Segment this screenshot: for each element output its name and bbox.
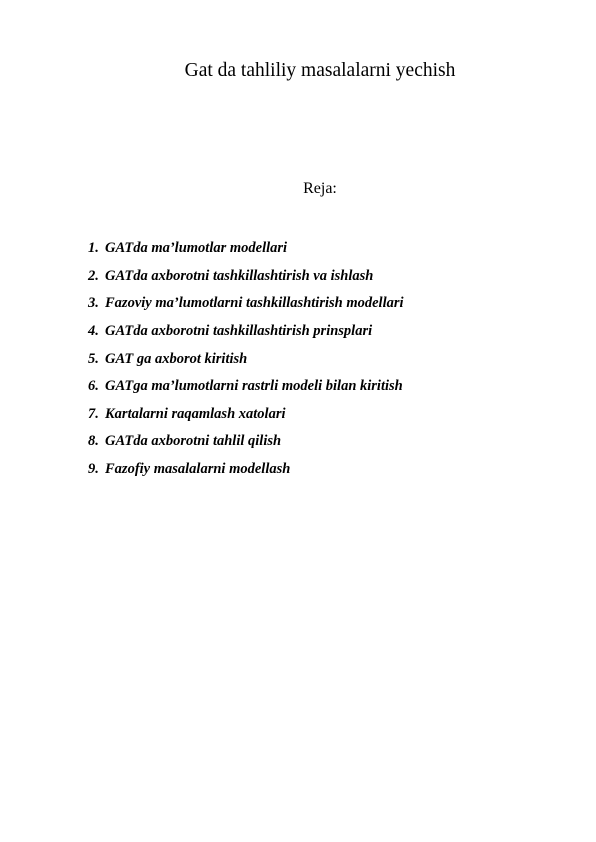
list-item-number: 9. <box>88 461 99 478</box>
list-item <box>88 428 404 456</box>
list-item <box>88 318 404 346</box>
list-item <box>88 456 404 484</box>
list-item <box>88 263 404 291</box>
list-item-number: 6. <box>88 378 99 395</box>
list-item-text: Kartalarni raqamlash xatolari <box>105 405 286 422</box>
list-item-number: 4. <box>88 323 99 340</box>
list-item-text: GAT ga axborot kiritish <box>105 350 248 367</box>
list-item <box>88 373 404 401</box>
page-title: Gat da tahliliy masalalarni yechish <box>184 60 456 81</box>
list-item <box>88 345 404 373</box>
list-item-number: 2. <box>88 267 99 284</box>
list-item-text: GATda axborotni tashkillashtirish va ishlash <box>105 267 374 284</box>
list-item-text: GATda axborotni tahlil qilish <box>105 433 282 450</box>
list-item-number: 5. <box>88 350 99 367</box>
plan-list <box>88 235 404 483</box>
list-item-text: Fazofiy masalalarni modellash <box>105 461 291 478</box>
list-item-number: 7. <box>88 405 99 422</box>
list-item <box>88 401 404 429</box>
list-item-number: 3. <box>88 295 99 312</box>
list-item-text: Fazoviy ma’lumotlarni tashkillashtirish modellari <box>105 295 404 312</box>
list-item-number: 8. <box>88 433 99 450</box>
list-item <box>88 235 404 263</box>
list-item <box>88 290 404 318</box>
plan-heading: Reja: <box>303 180 337 197</box>
list-item-text: GATda axborotni tashkillashtirish prinsplari <box>105 323 373 340</box>
list-item-text: GATga ma’lumotlarni rastrli modeli bilan kiritish <box>105 378 403 395</box>
list-item-text: GATda ma’lumotlar modellari <box>105 240 288 257</box>
list-item-number: 1. <box>88 240 99 257</box>
